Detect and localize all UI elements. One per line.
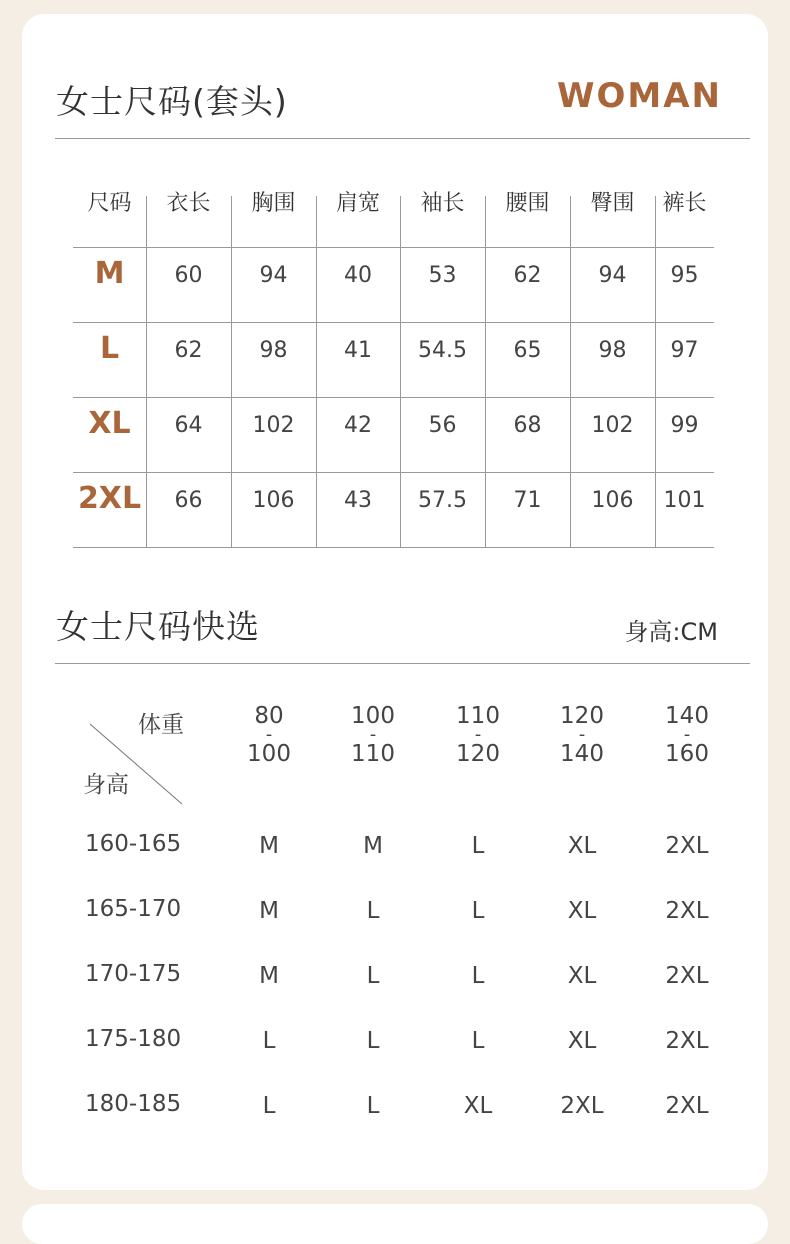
size-suggestion: L [366,963,380,989]
table-cell: 56 [428,412,457,438]
size-suggestion: L [471,833,485,859]
column-header: 腰围 [505,190,550,216]
size-suggestion: 2XL [665,898,709,924]
size-label: L [99,330,120,366]
next-card [22,1204,768,1244]
table-cell: 71 [513,487,542,513]
size-suggestion: XL [567,963,597,989]
size-suggestion: M [259,963,279,989]
column-header: 裤长 [662,190,707,216]
table-cell: 65 [513,337,542,363]
size-label: XL [88,405,131,441]
weight-from: 100 [351,703,395,729]
table-cell: 101 [663,487,706,513]
height-range-label: 165-170 [85,896,182,922]
column-header: 胸围 [251,190,296,216]
table-cell: 40 [344,262,372,288]
size-suggestion: 2XL [560,1093,604,1119]
size-suggestion: L [471,898,485,924]
table-cell: 98 [598,337,627,363]
weight-range-header [219,703,319,767]
size-suggestion: M [259,898,279,924]
section-title-size-chart: 女士尺码(套头) [56,82,288,121]
weight-dash: - [683,724,691,745]
weight-dash: - [369,724,377,745]
table-cell: 106 [252,487,295,513]
weight-dash: - [265,724,273,745]
weight-to: 160 [665,741,709,767]
size-suggestion: L [366,898,380,924]
height-range-label: 180-185 [85,1091,182,1117]
size-suggestion: L [471,963,485,989]
corner-height-label: 身高 [83,772,129,798]
weight-to: 110 [351,741,395,767]
height-range-label: 175-180 [85,1026,182,1052]
unit-label: 身高:CM [624,618,718,646]
table-cell: 57.5 [418,487,467,513]
table-cell: 102 [252,412,295,438]
column-header: 尺码 [87,190,132,216]
weight-from: 110 [456,703,500,729]
height-range-label: 170-175 [85,961,182,987]
corner-weight-label: 体重 [138,712,184,738]
weight-to: 140 [560,741,604,767]
grid-line [485,196,486,547]
size-suggestion: L [262,1093,276,1119]
size-suggestion: L [366,1028,380,1054]
size-suggestion: L [262,1028,276,1054]
height-range-label: 160-165 [85,831,182,857]
table-cell: 62 [174,337,203,363]
size-suggestion: XL [463,1093,493,1119]
column-header: 臀围 [590,190,635,216]
column-header: 肩宽 [335,190,380,216]
grid-line [146,196,147,547]
table-cell: 43 [344,487,372,513]
table-cell: 94 [259,262,288,288]
table-cell: 60 [174,262,203,288]
size-suggestion: XL [567,898,597,924]
size-suggestion: M [363,833,383,859]
size-label: M [94,255,125,291]
weight-range-header [637,703,737,767]
weight-to: 100 [247,741,291,767]
table-cell: 102 [591,412,634,438]
table-cell: 99 [670,412,699,438]
table-cell: 54.5 [418,337,467,363]
grid-line [400,196,401,547]
weight-range-header [323,703,423,767]
table-cell: 66 [174,487,203,513]
grid-line [655,196,656,547]
weight-to: 120 [456,741,500,767]
table-cell: 97 [670,337,699,363]
brand-label: WOMAN [556,76,722,116]
weight-range-header [532,703,632,767]
grid-line [73,397,714,398]
divider [55,663,750,664]
size-suggestion: XL [567,1028,597,1054]
table-cell: 95 [670,262,699,288]
size-suggestion: M [259,833,279,859]
weight-from: 140 [665,703,709,729]
grid-line [73,547,714,548]
weight-from: 80 [254,703,284,729]
table-cell: 42 [344,412,372,438]
weight-from: 120 [560,703,604,729]
section-title-quick-select: 女士尺码快选 [56,607,260,646]
table-cell: 68 [513,412,542,438]
grid-line [73,247,714,248]
size-suggestion: L [366,1093,380,1119]
size-suggestion: 2XL [665,1093,709,1119]
table-cell: 53 [428,262,457,288]
table-cell: 64 [174,412,203,438]
size-suggestion: L [471,1028,485,1054]
weight-dash: - [578,724,586,745]
size-suggestion: 2XL [665,963,709,989]
size-label: 2XL [77,480,142,516]
table-cell: 41 [344,337,372,363]
divider [55,138,750,139]
weight-dash: - [474,724,482,745]
column-header: 衣长 [166,190,211,216]
column-header: 袖长 [420,190,465,216]
grid-line [570,196,571,547]
grid-line [316,196,317,547]
table-cell: 94 [598,262,627,288]
weight-range-header [428,703,528,767]
grid-line [231,196,232,547]
grid-line [73,472,714,473]
table-cell: 98 [259,337,288,363]
size-suggestion: 2XL [665,1028,709,1054]
table-cell: 106 [591,487,634,513]
size-suggestion: 2XL [665,833,709,859]
table-cell: 62 [513,262,542,288]
size-suggestion: XL [567,833,597,859]
grid-line [73,322,714,323]
